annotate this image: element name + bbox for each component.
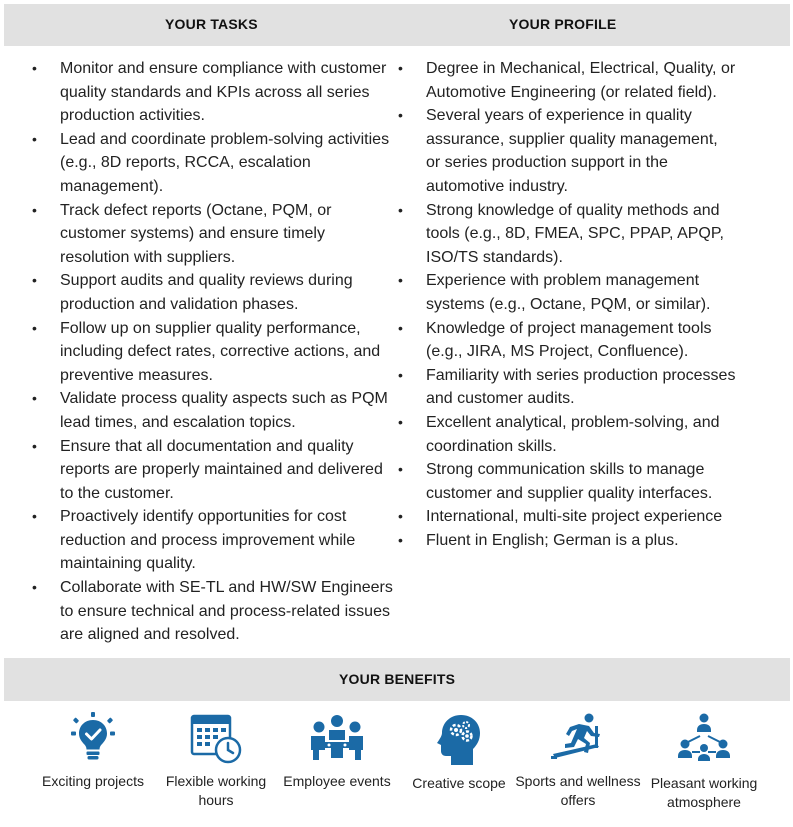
- benefits-title: YOUR BENEFITS: [339, 671, 456, 687]
- benefit-label: Pleasant working atmosphere: [650, 775, 758, 810]
- list-item: • Track defect reports (Octane, PQM, or customer systems) and ensure timely resolution with suppliers.: [60, 199, 395, 270]
- benefit-label: Flexible working hours: [165, 773, 267, 808]
- list-item: • Familiarity with series production processes and customer audits.: [426, 364, 736, 411]
- profile-column: [426, 57, 736, 552]
- benefit-sports-wellness: [513, 712, 643, 810]
- list-item: • Follow up on supplier quality performance, including defect rates, corrective actions, and preventive measures.: [60, 317, 395, 388]
- benefit-pleasant-atmosphere: [639, 712, 769, 812]
- list-item: • Strong knowledge of quality methods and tools (e.g., 8D, FMEA, SPC, PPAP, APQP, ISO/TS standards).: [426, 199, 736, 270]
- people-meeting-icon: [307, 712, 367, 764]
- benefit-label: Exciting projects: [42, 773, 144, 789]
- calendar-clock-icon: [188, 712, 244, 764]
- benefits-header-bar: [4, 658, 790, 701]
- team-network-icon: [676, 712, 732, 766]
- benefit-label: Sports and wellness offers: [515, 773, 641, 808]
- treadmill-runner-icon: [549, 712, 607, 764]
- benefit-creative-scope: [394, 712, 524, 793]
- tasks-list: [60, 57, 395, 647]
- tasks-column: [60, 57, 395, 647]
- list-item: • Monitor and ensure compliance with customer quality standards and KPIs across all series production activities.: [60, 57, 395, 128]
- list-item: • Ensure that all documentation and quality reports are properly maintained and delivered to the customer.: [60, 435, 395, 506]
- list-item: • Knowledge of project management tools (e.g., JIRA, MS Project, Confluence).: [426, 317, 736, 364]
- list-item: • Degree in Mechanical, Electrical, Quality, or Automotive Engineering (or related field).: [426, 57, 736, 104]
- tasks-title: YOUR TASKS: [165, 16, 258, 32]
- list-item: • Support audits and quality reviews during production and validation phases.: [60, 269, 395, 316]
- head-gears-icon: [431, 712, 487, 766]
- list-item: • Collaborate with SE-TL and HW/SW Engineers to ensure technical and process-related issues are aligned and resolved.: [60, 576, 395, 647]
- list-item: • Experience with problem management systems (e.g., Octane, PQM, or similar).: [426, 269, 736, 316]
- list-item: • Validate process quality aspects such as PQM lead times, and escalation topics.: [60, 387, 395, 434]
- benefit-label: Creative scope: [412, 775, 506, 791]
- benefit-flexible-hours: [151, 712, 281, 810]
- benefit-exciting-projects: [28, 712, 158, 791]
- lightbulb-icon: [65, 712, 121, 764]
- profile-list: [426, 57, 736, 552]
- list-item: • Lead and coordinate problem-solving activities (e.g., 8D reports, RCCA, escalation management).: [60, 128, 395, 199]
- profile-title: YOUR PROFILE: [509, 16, 617, 32]
- list-item: • International, multi-site project experience: [426, 505, 736, 529]
- list-item: • Several years of experience in quality assurance, supplier quality management, or series production support in the automotive industry.: [426, 104, 736, 198]
- list-item: • Excellent analytical, problem-solving, and coordination skills.: [426, 411, 736, 458]
- section-header-bar: [4, 4, 790, 46]
- benefit-label: Employee events: [283, 773, 391, 789]
- list-item: • Strong communication skills to manage customer and supplier quality interfaces.: [426, 458, 736, 505]
- list-item: • Fluent in English; German is a plus.: [426, 529, 736, 553]
- list-item: • Proactively identify opportunities for cost reduction and process improvement while maintaining quality.: [60, 505, 395, 576]
- benefit-employee-events: [272, 712, 402, 791]
